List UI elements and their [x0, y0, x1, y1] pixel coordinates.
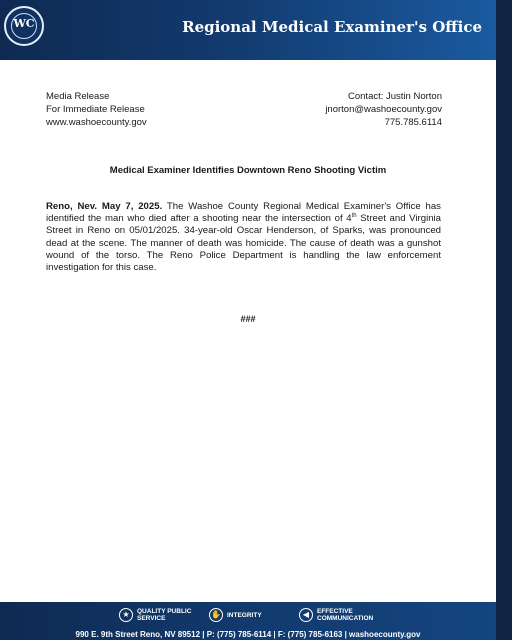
dateline: Reno, Nev. May 7, 2025.: [46, 201, 163, 212]
value-label: INTEGRITY: [227, 611, 262, 619]
handshake-icon: ✋: [209, 608, 223, 622]
window-edge: [496, 0, 512, 640]
value-integrity: [209, 608, 287, 622]
seal-letters: WC: [13, 17, 35, 30]
website-link[interactable]: www.washoecounty.gov: [46, 117, 147, 128]
letterhead-banner: [0, 0, 496, 60]
body-text-part-2: Street and Virginia Street in Reno on 05/01/2025. 34-year-old Oscar Henderson, of Sparks, was pronounced dead at the scene. The manner of death was homicide. The cause of death was a gunshot wound of the torso. The Reno Police Department is handling the law enforcement investigation for this case.: [46, 213, 441, 274]
ordinal-suffix: th: [351, 213, 357, 220]
release-type: Media Release: [46, 91, 110, 102]
value-label: EFFECTIVE COMMUNICATION: [317, 608, 374, 622]
contact-phone: 775.785.6114: [384, 117, 442, 128]
office-title: Regional Medical Examiner's Office: [182, 18, 482, 36]
release-headline: Medical Examiner Identifies Downtown Reno Shooting Victim: [109, 165, 387, 176]
value-effective-communication: [299, 608, 377, 622]
end-mark: ###: [240, 314, 256, 324]
washoe-county-seal-icon: [4, 6, 44, 46]
core-values: [0, 608, 496, 622]
release-info: [46, 90, 147, 129]
value-quality-public-service: [119, 608, 197, 622]
release-timing: For Immediate Release: [46, 104, 145, 115]
megaphone-icon: ◀: [299, 608, 313, 622]
value-label: QUALITY PUBLIC SERVICE: [137, 608, 192, 622]
footer-contact-line: 990 E. 9th Street Reno, NV 89512 | P: (775) 785-6114 | F: (775) 785-6163 | washoecounty.gov: [75, 630, 421, 639]
body-text-part-1: The Washoe County Regional Medical Examiner's Office has identified the man who died after a shooting near the intersection of 4: [46, 201, 441, 225]
contact-name: Contact: Justin Norton: [348, 91, 442, 102]
contact-info: [325, 90, 442, 129]
contact-email[interactable]: jnorton@washoecounty.gov: [325, 104, 442, 115]
release-body: [46, 201, 441, 274]
star-icon: ★: [119, 608, 133, 622]
footer-banner: [0, 602, 496, 640]
